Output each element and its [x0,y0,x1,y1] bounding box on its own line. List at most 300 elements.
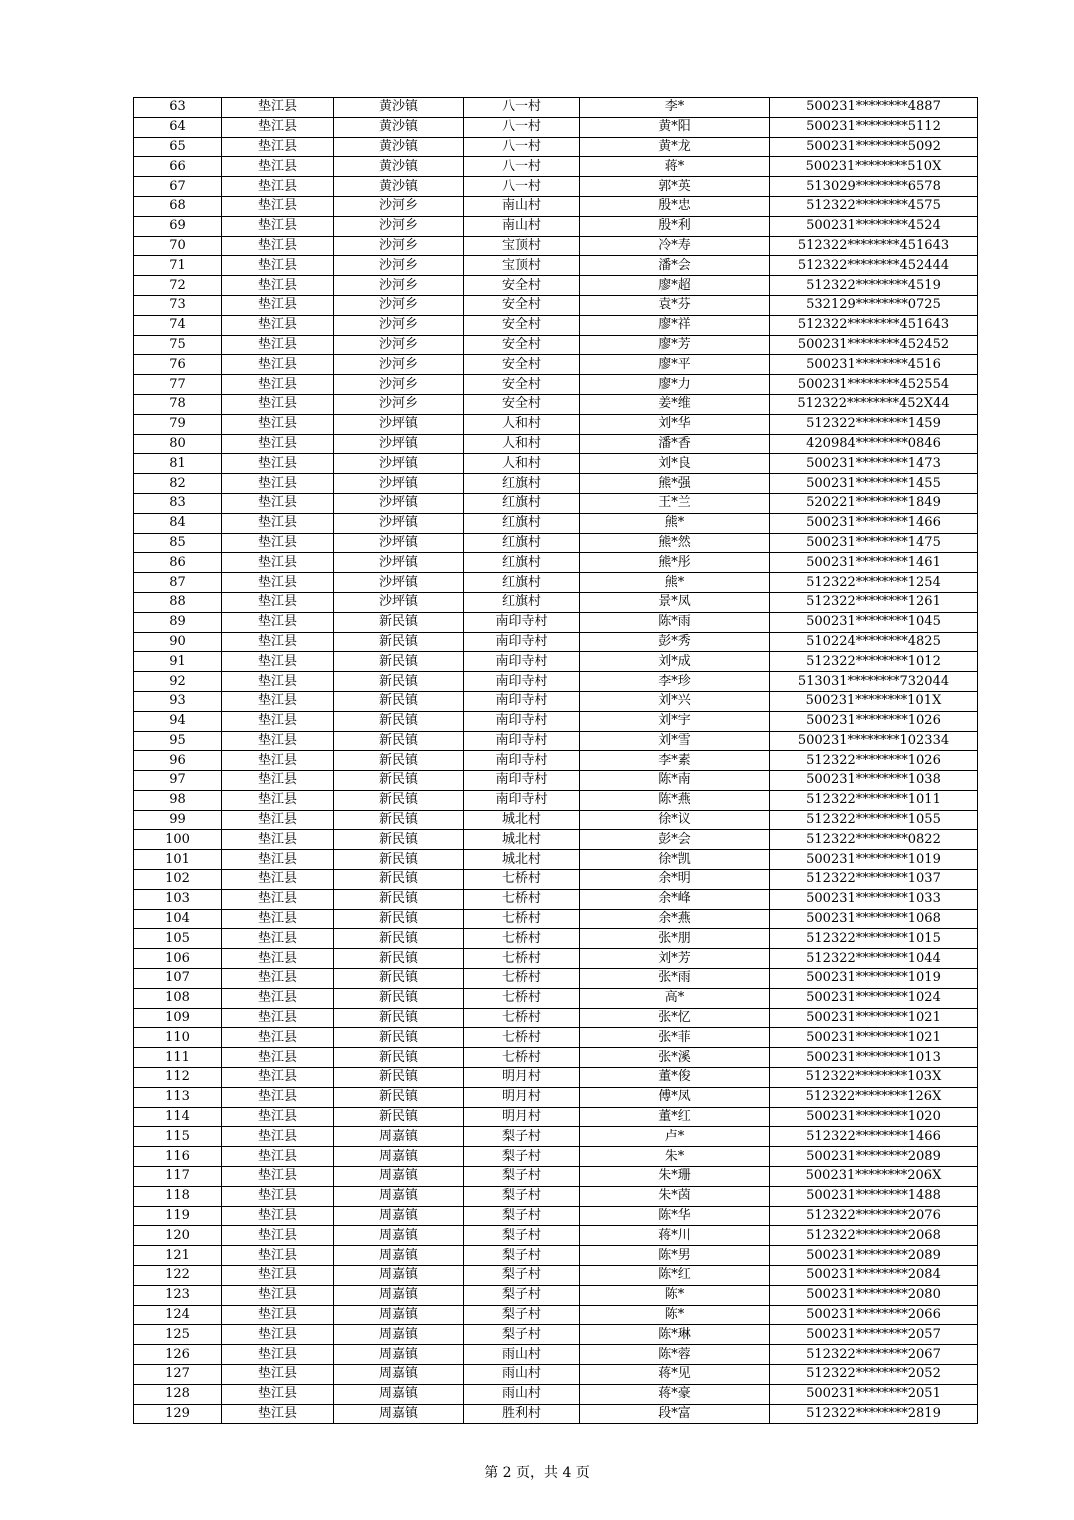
county-cell: 垫江县 [222,335,334,355]
county-cell: 垫江县 [222,256,334,276]
village-cell: 梨子村 [464,1226,580,1246]
row-number-cell: 103 [134,889,222,909]
table-row [134,256,978,276]
table-row [134,1325,978,1345]
village-cell: 红旗村 [464,573,580,593]
record-table [133,97,978,1424]
village-cell: 明月村 [464,1068,580,1088]
county-cell: 垫江县 [222,1345,334,1365]
id-number-cell: 513029********6578 [770,177,978,197]
county-cell: 垫江县 [222,295,334,315]
id-number-cell: 500231********510X [770,157,978,177]
id-number-cell: 512322********103X [770,1068,978,1088]
county-cell: 垫江县 [222,414,334,434]
county-cell: 垫江县 [222,276,334,296]
town-cell: 周嘉镇 [334,1345,464,1365]
table-row [134,1068,978,1088]
table-row [134,1186,978,1206]
name-cell: 余*明 [580,870,770,890]
row-number-cell: 113 [134,1087,222,1107]
id-number-cell: 513031********732044 [770,672,978,692]
county-cell: 垫江县 [222,711,334,731]
town-cell: 沙河乡 [334,295,464,315]
table-row [134,1266,978,1286]
name-cell: 张*菲 [580,1028,770,1048]
row-number-cell: 107 [134,969,222,989]
row-number-cell: 119 [134,1206,222,1226]
village-cell: 安全村 [464,276,580,296]
town-cell: 新民镇 [334,711,464,731]
row-number-cell: 88 [134,592,222,612]
id-number-cell: 500231********1068 [770,909,978,929]
row-number-cell: 101 [134,850,222,870]
village-cell: 红旗村 [464,513,580,533]
county-cell: 垫江县 [222,1206,334,1226]
row-number-cell: 105 [134,929,222,949]
name-cell: 高* [580,988,770,1008]
row-number-cell: 94 [134,711,222,731]
table-row [134,1285,978,1305]
county-cell: 垫江县 [222,969,334,989]
village-cell: 七桥村 [464,969,580,989]
row-number-cell: 129 [134,1404,222,1424]
town-cell: 新民镇 [334,652,464,672]
name-cell: 张*朋 [580,929,770,949]
name-cell: 蒋* [580,157,770,177]
table-row [134,1345,978,1365]
id-number-cell: 512322********451643 [770,315,978,335]
village-cell: 梨子村 [464,1305,580,1325]
table-row [134,1048,978,1068]
row-number-cell: 115 [134,1127,222,1147]
county-cell: 垫江县 [222,1384,334,1404]
row-number-cell: 87 [134,573,222,593]
name-cell: 黄*龙 [580,137,770,157]
town-cell: 新民镇 [334,810,464,830]
row-number-cell: 93 [134,691,222,711]
name-cell: 陈* [580,1285,770,1305]
name-cell: 张*雨 [580,969,770,989]
id-number-cell: 512322********1044 [770,949,978,969]
table-row [134,988,978,1008]
row-number-cell: 126 [134,1345,222,1365]
table-row [134,771,978,791]
row-number-cell: 84 [134,513,222,533]
county-cell: 垫江县 [222,236,334,256]
id-number-cell: 512322********1459 [770,414,978,434]
county-cell: 垫江县 [222,691,334,711]
village-cell: 安全村 [464,295,580,315]
row-number-cell: 74 [134,315,222,335]
table-row [134,790,978,810]
town-cell: 新民镇 [334,850,464,870]
row-number-cell: 66 [134,157,222,177]
table-row [134,1028,978,1048]
name-cell: 陈*燕 [580,790,770,810]
row-number-cell: 104 [134,909,222,929]
row-number-cell: 72 [134,276,222,296]
town-cell: 新民镇 [334,1028,464,1048]
village-cell: 红旗村 [464,533,580,553]
name-cell: 董*俊 [580,1068,770,1088]
county-cell: 垫江县 [222,790,334,810]
county-cell: 垫江县 [222,375,334,395]
table-row [134,1206,978,1226]
village-cell: 南印寺村 [464,790,580,810]
table-row [134,949,978,969]
town-cell: 沙坪镇 [334,592,464,612]
id-number-cell: 500231********2057 [770,1325,978,1345]
name-cell: 陈*红 [580,1266,770,1286]
village-cell: 红旗村 [464,592,580,612]
town-cell: 沙坪镇 [334,454,464,474]
table-row [134,1147,978,1167]
town-cell: 黄沙镇 [334,117,464,137]
county-cell: 垫江县 [222,315,334,335]
county-cell: 垫江县 [222,592,334,612]
id-number-cell: 512322********0822 [770,830,978,850]
village-cell: 雨山村 [464,1345,580,1365]
id-number-cell: 512322********1026 [770,751,978,771]
table-row [134,493,978,513]
id-number-cell: 500231********101X [770,691,978,711]
county-cell: 垫江县 [222,810,334,830]
village-cell: 明月村 [464,1087,580,1107]
town-cell: 周嘉镇 [334,1305,464,1325]
name-cell: 陈*南 [580,771,770,791]
table-row [134,909,978,929]
county-cell: 垫江县 [222,1305,334,1325]
row-number-cell: 78 [134,394,222,414]
table-row [134,1087,978,1107]
county-cell: 垫江县 [222,177,334,197]
town-cell: 周嘉镇 [334,1384,464,1404]
id-number-cell: 500231********1013 [770,1048,978,1068]
table-row [134,731,978,751]
village-cell: 雨山村 [464,1365,580,1385]
county-cell: 垫江县 [222,98,334,118]
county-cell: 垫江县 [222,850,334,870]
county-cell: 垫江县 [222,1068,334,1088]
name-cell: 刘*宇 [580,711,770,731]
table-row [134,157,978,177]
town-cell: 新民镇 [334,830,464,850]
village-cell: 安全村 [464,394,580,414]
row-number-cell: 97 [134,771,222,791]
county-cell: 垫江县 [222,137,334,157]
village-cell: 城北村 [464,830,580,850]
village-cell: 红旗村 [464,553,580,573]
town-cell: 沙坪镇 [334,513,464,533]
name-cell: 潘*会 [580,256,770,276]
village-cell: 七桥村 [464,1048,580,1068]
county-cell: 垫江县 [222,553,334,573]
name-cell: 熊*然 [580,533,770,553]
id-number-cell: 500231********2089 [770,1147,978,1167]
village-cell: 梨子村 [464,1325,580,1345]
table-row [134,117,978,137]
table-row [134,513,978,533]
id-number-cell: 500231********1038 [770,771,978,791]
name-cell: 刘*华 [580,414,770,434]
table-row [134,1008,978,1028]
id-number-cell: 500231********1019 [770,969,978,989]
row-number-cell: 98 [134,790,222,810]
table-row [134,850,978,870]
village-cell: 雨山村 [464,1384,580,1404]
county-cell: 垫江县 [222,355,334,375]
village-cell: 安全村 [464,375,580,395]
row-number-cell: 108 [134,988,222,1008]
town-cell: 新民镇 [334,889,464,909]
table-row [134,1365,978,1385]
row-number-cell: 64 [134,117,222,137]
row-number-cell: 89 [134,612,222,632]
village-cell: 梨子村 [464,1206,580,1226]
id-number-cell: 500231********1021 [770,1008,978,1028]
town-cell: 黄沙镇 [334,157,464,177]
town-cell: 新民镇 [334,988,464,1008]
id-number-cell: 500231********1019 [770,850,978,870]
village-cell: 红旗村 [464,493,580,513]
county-cell: 垫江县 [222,513,334,533]
county-cell: 垫江县 [222,949,334,969]
table-row [134,553,978,573]
table-row [134,751,978,771]
id-number-cell: 500231********452554 [770,375,978,395]
town-cell: 黄沙镇 [334,177,464,197]
name-cell: 张*溪 [580,1048,770,1068]
town-cell: 黄沙镇 [334,98,464,118]
name-cell: 廖*祥 [580,315,770,335]
town-cell: 新民镇 [334,969,464,989]
county-cell: 垫江县 [222,1087,334,1107]
table-row [134,196,978,216]
town-cell: 新民镇 [334,1048,464,1068]
id-number-cell: 512322********2068 [770,1226,978,1246]
table-row [134,295,978,315]
id-number-cell: 532129********0725 [770,295,978,315]
name-cell: 刘*雪 [580,731,770,751]
row-number-cell: 123 [134,1285,222,1305]
name-cell: 熊*强 [580,474,770,494]
name-cell: 廖*芳 [580,335,770,355]
name-cell: 陈* [580,1305,770,1325]
table-row [134,652,978,672]
name-cell: 潘*香 [580,434,770,454]
table-row [134,672,978,692]
id-number-cell: 500231********1466 [770,513,978,533]
village-cell: 安全村 [464,355,580,375]
village-cell: 明月村 [464,1107,580,1127]
town-cell: 周嘉镇 [334,1226,464,1246]
id-number-cell: 512322********452444 [770,256,978,276]
county-cell: 垫江县 [222,533,334,553]
id-number-cell: 500231********2051 [770,1384,978,1404]
row-number-cell: 70 [134,236,222,256]
name-cell: 彭*秀 [580,632,770,652]
village-cell: 八一村 [464,137,580,157]
county-cell: 垫江县 [222,454,334,474]
id-number-cell: 512322********1037 [770,870,978,890]
name-cell: 段*富 [580,1404,770,1424]
id-number-cell: 512322********451643 [770,236,978,256]
name-cell: 李* [580,98,770,118]
table-row [134,969,978,989]
name-cell: 熊* [580,573,770,593]
row-number-cell: 76 [134,355,222,375]
table-row [134,434,978,454]
county-cell: 垫江县 [222,889,334,909]
town-cell: 新民镇 [334,790,464,810]
id-number-cell: 512322********452X44 [770,394,978,414]
town-cell: 沙坪镇 [334,414,464,434]
town-cell: 周嘉镇 [334,1404,464,1424]
row-number-cell: 121 [134,1246,222,1266]
town-cell: 新民镇 [334,1087,464,1107]
town-cell: 周嘉镇 [334,1246,464,1266]
id-number-cell: 500231********4524 [770,216,978,236]
town-cell: 周嘉镇 [334,1285,464,1305]
county-cell: 垫江县 [222,1048,334,1068]
row-number-cell: 80 [134,434,222,454]
name-cell: 刘*兴 [580,691,770,711]
table-row [134,533,978,553]
town-cell: 新民镇 [334,870,464,890]
row-number-cell: 96 [134,751,222,771]
row-number-cell: 122 [134,1266,222,1286]
name-cell: 廖*力 [580,375,770,395]
id-number-cell: 520221********1849 [770,493,978,513]
row-number-cell: 120 [134,1226,222,1246]
town-cell: 沙坪镇 [334,533,464,553]
id-number-cell: 500231********1026 [770,711,978,731]
county-cell: 垫江县 [222,394,334,414]
table-row [134,177,978,197]
county-cell: 垫江县 [222,117,334,137]
village-cell: 七桥村 [464,870,580,890]
town-cell: 新民镇 [334,672,464,692]
row-number-cell: 73 [134,295,222,315]
village-cell: 南印寺村 [464,632,580,652]
town-cell: 新民镇 [334,929,464,949]
town-cell: 周嘉镇 [334,1186,464,1206]
town-cell: 周嘉镇 [334,1365,464,1385]
village-cell: 梨子村 [464,1167,580,1187]
town-cell: 沙河乡 [334,315,464,335]
village-cell: 七桥村 [464,1008,580,1028]
id-number-cell: 500231********1455 [770,474,978,494]
id-number-cell: 512322********1254 [770,573,978,593]
name-cell: 黄*阳 [580,117,770,137]
row-number-cell: 118 [134,1186,222,1206]
table-row [134,1246,978,1266]
village-cell: 七桥村 [464,889,580,909]
table-row [134,929,978,949]
row-number-cell: 112 [134,1068,222,1088]
county-cell: 垫江县 [222,1107,334,1127]
id-number-cell: 512322********126X [770,1087,978,1107]
village-cell: 城北村 [464,810,580,830]
table-row [134,375,978,395]
name-cell: 冷*寿 [580,236,770,256]
town-cell: 沙坪镇 [334,553,464,573]
table-row [134,98,978,118]
row-number-cell: 128 [134,1384,222,1404]
table-row [134,216,978,236]
id-number-cell: 500231********102334 [770,731,978,751]
town-cell: 新民镇 [334,1107,464,1127]
id-number-cell: 500231********2066 [770,1305,978,1325]
row-number-cell: 67 [134,177,222,197]
row-number-cell: 91 [134,652,222,672]
county-cell: 垫江县 [222,1266,334,1286]
id-number-cell: 512322********4575 [770,196,978,216]
county-cell: 垫江县 [222,1127,334,1147]
page-footer: 第 2 页，共 4 页 [484,1465,590,1481]
name-cell: 陈*琳 [580,1325,770,1345]
table-row [134,394,978,414]
name-cell: 殷*利 [580,216,770,236]
village-cell: 宝顶村 [464,256,580,276]
name-cell: 廖*超 [580,276,770,296]
id-number-cell: 500231********4516 [770,355,978,375]
name-cell: 蒋*豪 [580,1384,770,1404]
table-row [134,414,978,434]
village-cell: 胜利村 [464,1404,580,1424]
village-cell: 八一村 [464,98,580,118]
name-cell: 傅*凤 [580,1087,770,1107]
id-number-cell: 512322********2819 [770,1404,978,1424]
row-number-cell: 109 [134,1008,222,1028]
village-cell: 梨子村 [464,1147,580,1167]
row-number-cell: 102 [134,870,222,890]
table-row [134,870,978,890]
name-cell: 余*峰 [580,889,770,909]
village-cell: 八一村 [464,157,580,177]
name-cell: 朱* [580,1147,770,1167]
county-cell: 垫江县 [222,909,334,929]
county-cell: 垫江县 [222,612,334,632]
row-number-cell: 100 [134,830,222,850]
id-number-cell: 510224********4825 [770,632,978,652]
county-cell: 垫江县 [222,751,334,771]
town-cell: 新民镇 [334,909,464,929]
name-cell: 王*兰 [580,493,770,513]
name-cell: 徐*凯 [580,850,770,870]
town-cell: 沙河乡 [334,394,464,414]
table-row [134,137,978,157]
village-cell: 南印寺村 [464,691,580,711]
table-row [134,1107,978,1127]
county-cell: 垫江县 [222,929,334,949]
row-number-cell: 125 [134,1325,222,1345]
village-cell: 安全村 [464,335,580,355]
row-number-cell: 116 [134,1147,222,1167]
town-cell: 新民镇 [334,949,464,969]
town-cell: 沙河乡 [334,276,464,296]
town-cell: 新民镇 [334,751,464,771]
table-row [134,612,978,632]
town-cell: 沙河乡 [334,335,464,355]
village-cell: 梨子村 [464,1127,580,1147]
town-cell: 新民镇 [334,771,464,791]
table-row [134,355,978,375]
town-cell: 新民镇 [334,691,464,711]
county-cell: 垫江县 [222,1365,334,1385]
row-number-cell: 127 [134,1365,222,1385]
county-cell: 垫江县 [222,1167,334,1187]
